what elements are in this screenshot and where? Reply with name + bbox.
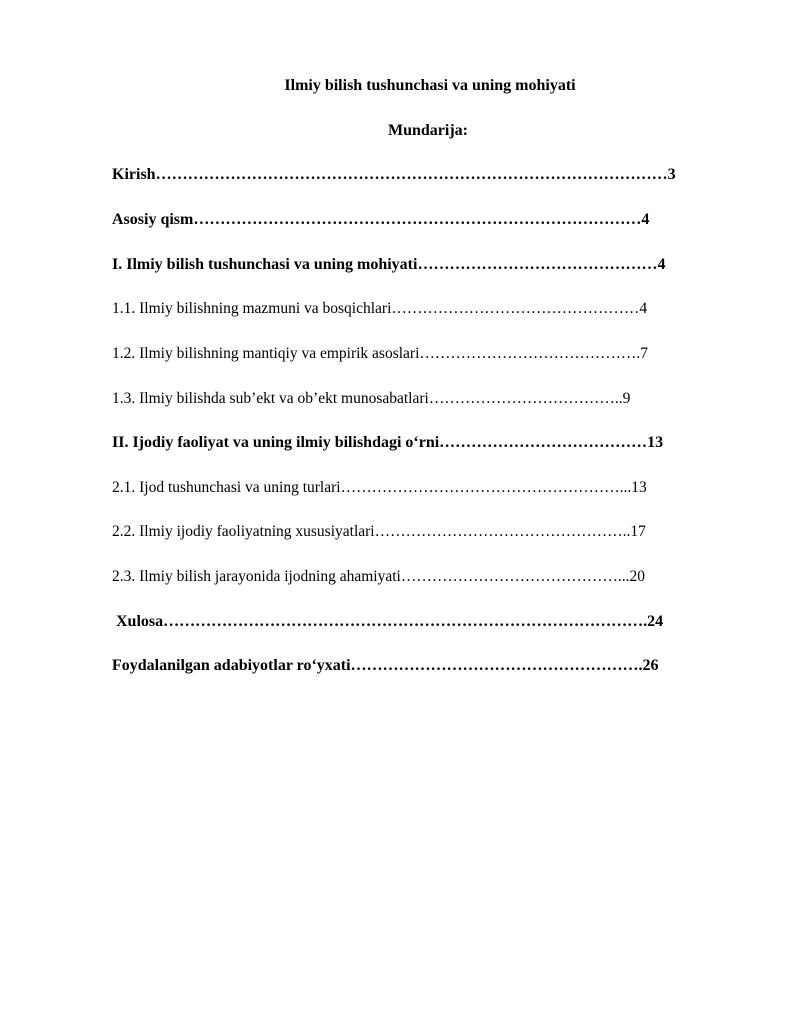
- document-title: Ilmiy bilish tushunchasi va uning mohiyati: [284, 77, 576, 94]
- toc-entry-adabiyotlar: Foydalanilgan adabiyotlar ro‘yxati……………………………………………….26: [112, 657, 659, 674]
- toc-entry-2-2: 2.2. Ilmiy ijodiy faoliyatning xususiyatlari…………………………………………..17: [112, 523, 646, 540]
- toc-entry-2-3: 2.3. Ilmiy bilish jarayonida ijodning ahamiyati……………………………………...20: [112, 568, 645, 585]
- toc-entry-1-2: 1.2. Ilmiy bilishning mantiqiy va empirik asoslari…………………………………….7: [112, 345, 649, 362]
- toc-entry-1-1: 1.1. Ilmiy bilishning mazmuni va bosqichlari…………………………………………4: [112, 300, 648, 317]
- toc-entry-chapter-2: II. Ijodiy faoliyat va uning ilmiy bilishdagi o‘rni…………………………………13: [112, 434, 664, 451]
- toc-entry-xulosa: Xulosa……………………………………………………………………………….24: [116, 613, 664, 630]
- toc-entry-chapter-1: I. Ilmiy bilish tushunchasi va uning mohiyati………………………………………4: [112, 256, 666, 273]
- toc-entry-2-1: 2.1. Ijod tushunchasi va uning turlari………………………………………………...13: [112, 479, 647, 496]
- toc-entry-kirish: Kirish……………………………………………………………………………………3: [112, 166, 676, 183]
- toc-heading: Mundarija:: [388, 122, 468, 139]
- toc-entry-asosiy-qism: Asosiy qism…………………………………………………………………………4: [112, 211, 650, 228]
- toc-entry-1-3: 1.3. Ilmiy bilishda sub’ekt va ob’ekt munosabatlari………………………………..9: [112, 390, 631, 407]
